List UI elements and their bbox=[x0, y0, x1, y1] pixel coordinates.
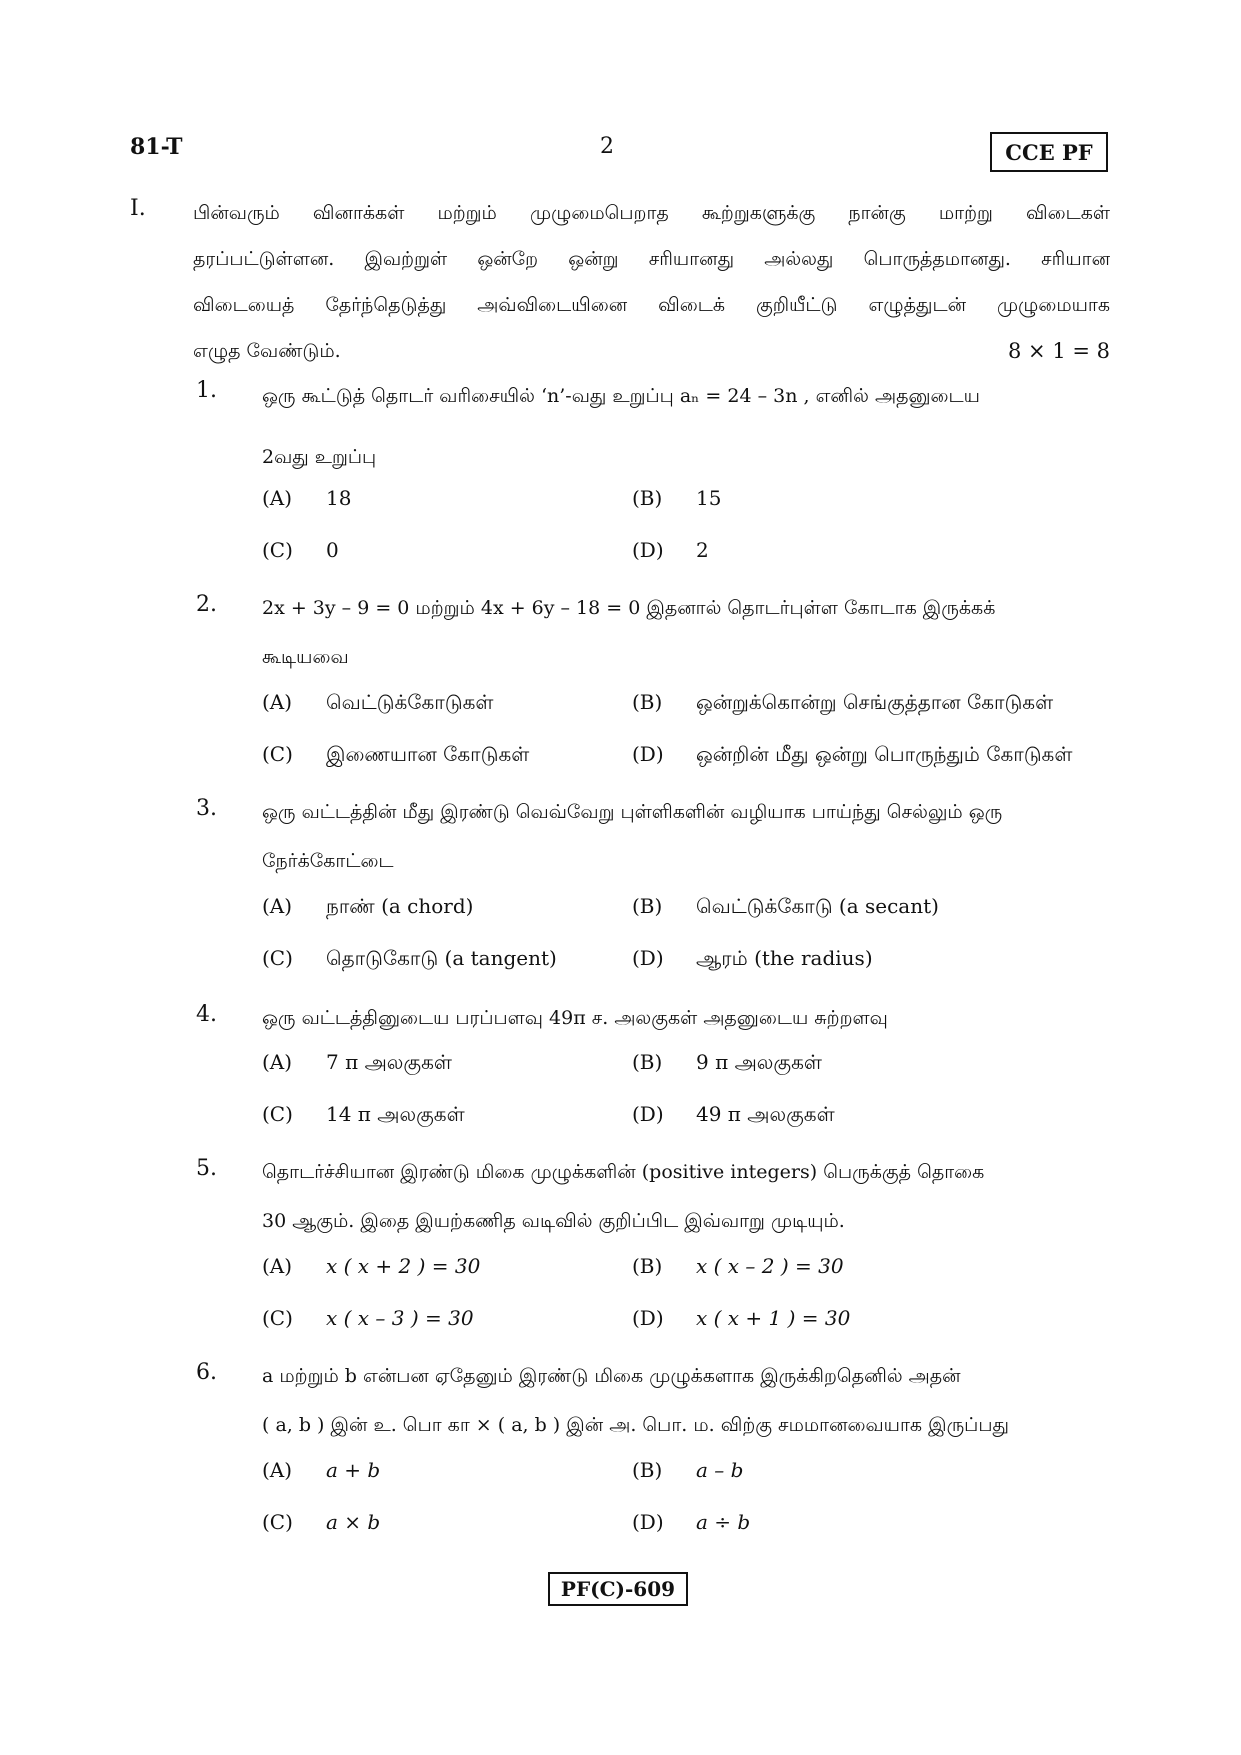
option-value: x ( x + 2 ) = 30 bbox=[326, 1254, 481, 1278]
question-number: 2. bbox=[196, 592, 217, 617]
question-number: 3. bbox=[196, 796, 217, 821]
option-label: (D) bbox=[632, 742, 664, 766]
option bbox=[262, 1510, 380, 1534]
question-line: நேர்க்கோட்டை bbox=[262, 850, 394, 872]
option bbox=[262, 1306, 474, 1330]
option bbox=[262, 1254, 480, 1278]
question-text bbox=[262, 1352, 1112, 1450]
option-label: (A) bbox=[262, 690, 293, 714]
paper-code: 81-T bbox=[130, 134, 183, 160]
option bbox=[262, 946, 557, 973]
question-text bbox=[262, 1148, 1112, 1246]
option bbox=[632, 946, 873, 973]
question-text bbox=[262, 994, 1112, 1043]
option-value: a + b bbox=[326, 1458, 381, 1482]
option-label: (A) bbox=[262, 486, 293, 510]
option-value: வெட்டுக்கோடு (a secant) bbox=[696, 894, 939, 918]
question-number: 1. bbox=[196, 378, 217, 403]
option-label: (B) bbox=[632, 1254, 663, 1278]
option-label: (C) bbox=[262, 1102, 293, 1126]
question-text bbox=[262, 372, 1112, 482]
option-value: x ( x – 2 ) = 30 bbox=[696, 1254, 844, 1278]
option-value: ஆரம் (the radius) bbox=[696, 946, 873, 970]
question-number: 5. bbox=[196, 1156, 217, 1181]
option bbox=[632, 1102, 835, 1129]
option-label: (A) bbox=[262, 894, 293, 918]
option bbox=[632, 1306, 850, 1330]
option-value: ஒன்றுக்கொன்று செங்குத்தான கோடுகள் bbox=[696, 690, 1054, 714]
option bbox=[262, 742, 529, 769]
instruction-line: தரப்பட்டுள்ளன. இவற்றுள் ஒன்றே ஒன்று சரியானது அல்லது பொருத்தமானது. சரியான bbox=[193, 248, 1110, 270]
option-value: 0 bbox=[326, 538, 339, 562]
instruction-last-line bbox=[193, 328, 1110, 374]
question-line: 2x + 3y – 9 = 0 மற்றும் 4x + 6y – 18 = 0 இதனால் தொடர்புள்ள கோடாக இருக்கக் bbox=[262, 597, 996, 619]
question-number: 6. bbox=[196, 1360, 217, 1385]
option-label: (A) bbox=[262, 1254, 293, 1278]
footer-code: PF(C)-609 bbox=[548, 1572, 688, 1606]
question-line: கூடியவை bbox=[262, 646, 349, 668]
option-value: 18 bbox=[326, 486, 352, 510]
option-value: x ( x + 1 ) = 30 bbox=[696, 1306, 851, 1330]
question-number: 4. bbox=[196, 1002, 217, 1027]
option-label: (C) bbox=[262, 1306, 293, 1330]
option bbox=[262, 538, 339, 562]
option-label: (D) bbox=[632, 1102, 664, 1126]
option bbox=[262, 1102, 465, 1129]
option-label: (D) bbox=[632, 1306, 664, 1330]
option-value: 9 π அலகுகள் bbox=[696, 1050, 822, 1074]
option bbox=[632, 1458, 743, 1482]
option-value: 2 bbox=[696, 538, 709, 562]
option bbox=[632, 538, 709, 562]
option bbox=[262, 690, 493, 717]
option bbox=[632, 486, 721, 510]
option-value: வெட்டுக்கோடுகள் bbox=[326, 690, 494, 714]
question-line: ஒரு வட்டத்தினுடைய பரப்பளவு 49π ச. அலகுகள் அதனுடைய சுற்றளவு bbox=[262, 1007, 888, 1029]
instruction-line: பின்வரும் வினாக்கள் மற்றும் முழுமைபெறாத கூற்றுகளுக்கு நான்கு மாற்று விடைகள் bbox=[193, 202, 1110, 224]
option-label: (B) bbox=[632, 1458, 663, 1482]
option-label: (B) bbox=[632, 894, 663, 918]
option-value: 14 π அலகுகள் bbox=[326, 1102, 465, 1126]
question-line: ( a, b ) இன் உ. பொ கா × ( a, b ) இன் அ. பொ. ம. விற்கு சமமானவையாக இருப்பது bbox=[262, 1414, 1009, 1436]
option-label: (C) bbox=[262, 1510, 293, 1534]
question-line: ஒரு கூட்டுத் தொடர் வரிசையில் ‘n’-வது உறுப்பு aₙ = 24 – 3n , எனில் அதனுடைய bbox=[262, 385, 980, 407]
option-value: a ÷ b bbox=[696, 1510, 751, 1534]
option-label: (C) bbox=[262, 538, 293, 562]
option bbox=[262, 486, 351, 510]
option-value: a – b bbox=[696, 1458, 744, 1482]
section-instruction bbox=[193, 190, 1110, 374]
question-text bbox=[262, 584, 1112, 682]
option bbox=[632, 1510, 750, 1534]
question-line: தொடர்ச்சியான இரண்டு மிகை முழுக்களின் (positive integers) பெருக்குத் தொகை bbox=[262, 1161, 985, 1183]
question-text bbox=[262, 788, 1112, 886]
option-label: (A) bbox=[262, 1050, 293, 1074]
question-line: 2வது உறுப்பு bbox=[262, 446, 377, 468]
option-value: தொடுகோடு (a tangent) bbox=[326, 946, 557, 970]
option-label: (B) bbox=[632, 1050, 663, 1074]
instruction-line: எழுத வேண்டும். bbox=[193, 340, 341, 362]
option-label: (C) bbox=[262, 946, 293, 970]
option-label: (D) bbox=[632, 1510, 664, 1534]
option-value: 49 π அலகுகள் bbox=[696, 1102, 835, 1126]
option-label: (C) bbox=[262, 742, 293, 766]
option bbox=[632, 1254, 844, 1278]
option-label: (A) bbox=[262, 1458, 293, 1482]
option-value: x ( x – 3 ) = 30 bbox=[326, 1306, 474, 1330]
option-value: 15 bbox=[696, 486, 722, 510]
option-label: (D) bbox=[632, 946, 664, 970]
option-label: (B) bbox=[632, 486, 663, 510]
option bbox=[262, 1050, 452, 1077]
option-value: a × b bbox=[326, 1510, 381, 1534]
question-line: 30 ஆகும். இதை இயற்கணித வடிவில் குறிப்பிட இவ்வாறு முடியும். bbox=[262, 1210, 845, 1232]
option-label: (D) bbox=[632, 538, 664, 562]
option bbox=[632, 1050, 822, 1077]
option-label: (B) bbox=[632, 690, 663, 714]
option bbox=[262, 894, 473, 921]
boxed-label: CCE PF bbox=[990, 132, 1108, 172]
option bbox=[632, 894, 939, 921]
option bbox=[632, 742, 1072, 769]
question-line: a மற்றும் b என்பன ஏதேனும் இரண்டு மிகை முழுக்களாக இருக்கிறதெனில் அதன் bbox=[262, 1365, 961, 1387]
marks-label: 8 × 1 = 8 bbox=[1008, 339, 1110, 363]
question-line: ஒரு வட்டத்தின் மீது இரண்டு வெவ்வேறு புள்ளிகளின் வழியாக பாய்ந்து செல்லும் ஒரு bbox=[262, 801, 1003, 823]
section-number: I. bbox=[130, 196, 146, 221]
option bbox=[262, 1458, 380, 1482]
instruction-line: விடையைத் தேர்ந்தெடுத்து அவ்விடையினை விடைக் குறியீட்டு எழுத்துடன் முழுமையாக bbox=[193, 294, 1110, 316]
page-number: 2 bbox=[600, 134, 614, 159]
option-value: இணையான கோடுகள் bbox=[326, 742, 530, 766]
option-value: ஒன்றின் மீது ஒன்று பொருந்தும் கோடுகள் bbox=[696, 742, 1073, 766]
option-value: நாண் (a chord) bbox=[326, 894, 474, 918]
option-value: 7 π அலகுகள் bbox=[326, 1050, 452, 1074]
option bbox=[632, 690, 1053, 717]
